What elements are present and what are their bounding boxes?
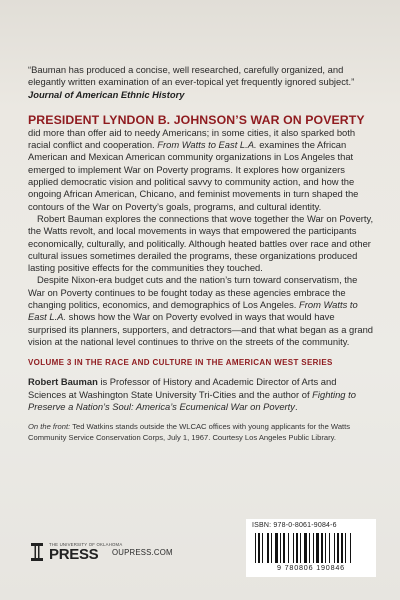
barcode-bar (258, 533, 260, 563)
author-book-title: Fighting to Preserve a Nation’s Soul: America’s Ecumenical War on Poverty (28, 388, 356, 412)
headline: PRESIDENT LYNDON B. JOHNSON’S WAR ON POVERTY (28, 112, 365, 127)
author-name: Robert Bauman (28, 376, 98, 388)
publisher-logo (28, 540, 122, 564)
ou-logo-icon (28, 541, 46, 563)
barcode-bar (275, 533, 278, 563)
barcode-bar (283, 533, 285, 563)
barcode-bar (304, 533, 307, 563)
barcode-bar (267, 533, 269, 563)
barcode-bar (316, 533, 319, 563)
review-quote: “Bauman has produced a concise, well researched, carefully organized, and elegantly written examination of an ever-topical yet frequently ignored subject.” (28, 64, 355, 88)
barcode-bar (309, 533, 310, 563)
barcode-bar (288, 533, 289, 563)
barcode-bar (325, 533, 326, 563)
barcode-bar (271, 533, 272, 563)
barcode-bar (334, 533, 335, 563)
barcode-bar (345, 533, 346, 563)
barcode-bars (255, 533, 371, 563)
barcode-bar (350, 533, 351, 563)
isbn-label: ISBN: 978-0-8061-9084-6 (252, 522, 337, 529)
series-line: VOLUME 3 IN THE RACE AND CULTURE IN THE AMERICAN WEST SERIES (28, 358, 333, 368)
publisher-university: THE UNIVERSITY OF OKLAHOMA (49, 542, 123, 547)
book-title-ref: From Watts to East L.A. (157, 139, 257, 151)
paragraph-2: Robert Bauman explores the connections that wove together the War on Poverty, the Watts revolt, and local movements in ways that empowered the participants economically, culturally, and politically. Although heated battles over race and other cultural issues sometimes derailed the programs, these organizations produced lasting positive effects for the communities they touched. (28, 212, 374, 274)
author-bio: Robert Bauman is Professor of History and Academic Director of Arts and Sciences at Washington State University Tri-Cities and the author of Fighting to Preserve a Nation’s Soul: America’s Ecumenical War on Poverty. (28, 376, 356, 412)
cover-photo-credit: On the front: Ted Watkins stands outside the WLCAC offices with young applicants for the Watts Community Service Conservation Corps, July 1, 1967. Courtesy Los Angeles Public Library. (28, 422, 351, 442)
barcode-bar (321, 533, 323, 563)
back-cover-text (28, 64, 374, 443)
barcode-bar (296, 533, 298, 563)
barcode-bar (280, 533, 281, 563)
barcode-bar (341, 533, 343, 563)
barcode-bar (313, 533, 314, 563)
publisher-url: OUPRESS.COM (112, 548, 173, 557)
barcode-bar (262, 533, 263, 563)
barcode (246, 519, 376, 577)
book-title-ref: From Watts to East L.A. (28, 299, 358, 323)
paragraph-3: Despite Nixon-era budget cuts and the nation’s turn toward conservatism, the War on Poverty continues to be fought today as these agencies embrace the changing politics, economics, and demographics of Los Angeles. From Watts to East L.A. shows how the War on Poverty evolved in ways that would have surprised its planners, supporters, and detractors—and that what began as a grand vision at the national level continues to thrive on the streets of the community. (28, 274, 373, 347)
credit-label: On the front: (28, 422, 71, 432)
barcode-bar (329, 533, 330, 563)
publisher-press: PRESS (49, 546, 99, 563)
barcode-bar (337, 533, 339, 563)
barcode-bar (293, 533, 294, 563)
barcode-bar (300, 533, 301, 563)
barcode-bar (255, 533, 256, 563)
ean-number: 9 780806 190846 (277, 563, 345, 572)
paragraph-1: did more than offer aid to needy Americans; in some cities, it also sparked both racial conflict and cooperation. From Watts to East L.A. examines the African American and Mexican American community organizations in Los Angeles that emerged to implement War on Poverty programs. It explores how organizers applied democratic vision and political savvy to community action, and how the ongoing African American, Chicano, and feminist movements in turn shaped the contours of the War on Poverty’s goals, programs, and cultural identity. (28, 126, 359, 212)
review-source: Journal of American Ethnic History (28, 88, 185, 100)
